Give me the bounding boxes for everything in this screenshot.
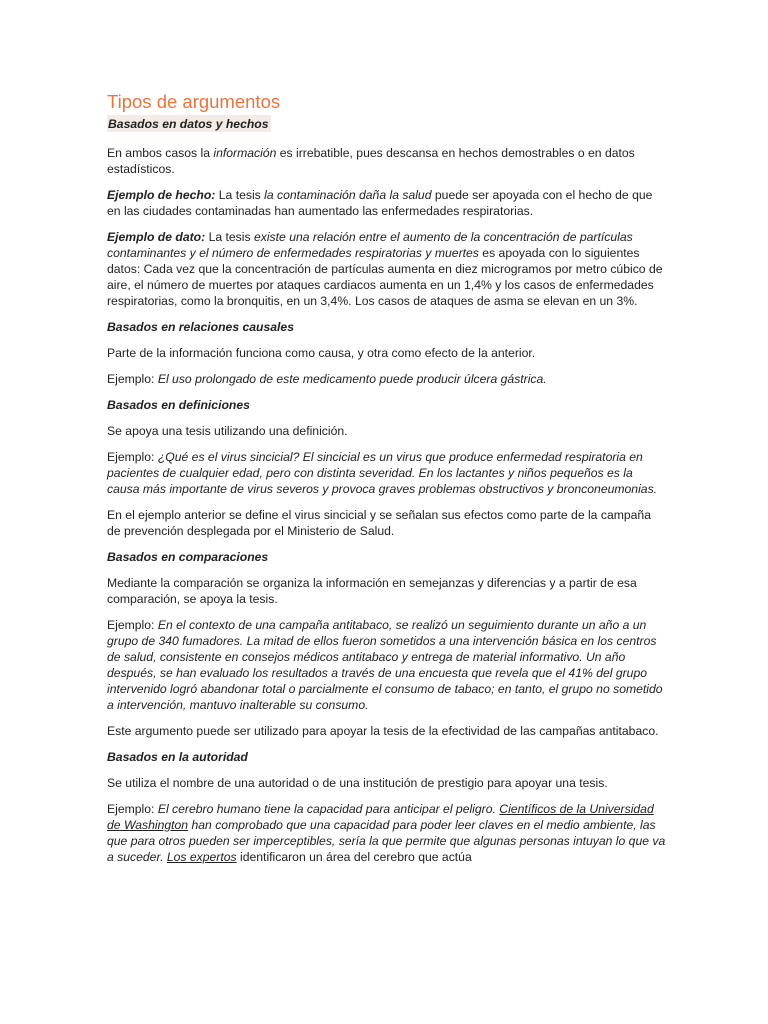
section-heading-comparaciones: Basados en comparaciones [107,550,269,564]
link-los-expertos[interactable]: Los expertos [166,850,237,864]
paragraph-ejemplo-comparacion: Ejemplo: En el contexto de una campaña antitabaco, se realizó un seguimiento durante un año a un grupo de 340 fumadores. La mitad de ellos fueron sometidos a una intervención básica en los centros de salud, consistente en consejos médicos antitabaco y entrega de material informativo. Un año después, se han evaluado los resultados a través de una encuesta que revela que el 41% del grupo intervenido logró abandonar total o parcialmente el consumo de tabaco; en tanto, el grupo no sometido a intervención, mantuvo inalterable su consumo. [107,618,663,712]
paragraph-ejemplo-dato: Ejemplo de dato: La tesis existe una relación entre el aumento de la concentración de partículas contaminantes y el número de enfermedades respiratorias y muertes es apoyada con lo siguientes datos: Cada vez que la concentración de partículas aumenta en diez microgramos por metro cúbico de aire, el número de muertes por ataques cardiacos aumenta en un 1,4% y los casos de enfermedades respiratorias, como la bronquitis, en un 3,4%. Los casos de ataques de asma se elevan en un 3%. [107,230,663,308]
paragraph-definicion-explicacion: En el ejemplo anterior se define el virus sincicial y se señalan sus efectos como parte de la campaña de prevención desplegada por el Ministerio de Salud. [107,508,651,538]
paragraph-ejemplo-causal: Ejemplo: El uso prolongado de este medicamento puede producir úlcera gástrica. [107,372,547,386]
paragraph-comparacion-explicacion: Este argumento puede ser utilizado para apoyar la tesis de la efectividad de las campañas antitabaco. [107,724,659,738]
paragraph-ejemplo-definicion: Ejemplo: ¿Qué es el virus sincicial? El sincicial es un virus que produce enfermedad respiratoria en pacientes de cualquier edad, pero con distinta severidad. En los lactantes y niños pequeños es la causa más importante de virus severos y provoca graves problemas obstructivos y bronconeumonias. [107,450,658,496]
paragraph-definiciones: Se apoya una tesis utilizando una definición. [107,424,348,438]
paragraph-ejemplo-hecho: Ejemplo de hecho: La tesis la contaminación daña la salud puede ser apoyada con el hecho de que en las ciudades contaminadas han aumentado las enfermedades respiratorias. [107,188,653,218]
section-heading-causales: Basados en relaciones causales [107,320,294,334]
section-heading-definiciones: Basados en definiciones [107,398,250,412]
section-heading-autoridad: Basados en la autoridad [107,750,248,764]
paragraph-causales: Parte de la información funciona como causa, y otra como efecto de la anterior. [107,346,536,360]
section-heading-datos-hechos: Basados en datos y hechos [108,117,269,131]
paragraph-comparaciones: Mediante la comparación se organiza la información en semejanzas y diferencias y a partir de esa comparación, se apoya la tesis. [107,576,637,606]
paragraph-informacion: En ambos casos la información es irrebatible, pues descansa en hechos demostrables o en datos estadísticos. [107,146,635,176]
document-content [107,91,667,875]
page-title: Tipos de argumentos [107,91,281,112]
link-cientificos-washington[interactable]: Científicos de la Universidad de Washington [107,802,654,832]
paragraph-autoridad: Se utiliza el nombre de una autoridad o de una institución de prestigio para apoyar una tesis. [107,776,608,790]
paragraph-ejemplo-autoridad: Ejemplo: El cerebro humano tiene la capacidad para anticipar el peligro. Científicos de la Universidad de Washington han comprobado que una capacidad para poder leer claves en el medio ambiente, las que para otros pueden ser imperceptibles, sería la que permite que algunas personas intuyan lo que va a suceder. Los expertos identificaron un área del cerebro que actúa [107,802,666,864]
